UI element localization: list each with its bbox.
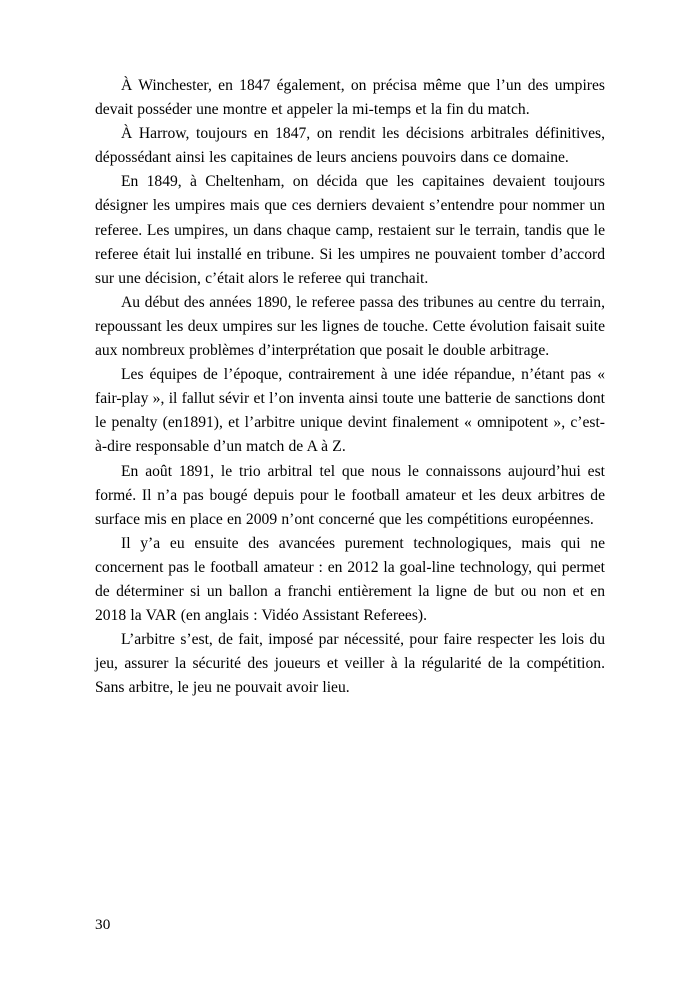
paragraph: En 1849, à Cheltenham, on décida que les capitaines devaient toujours désigner les umpires mais que ces derniers devaient s’entendre pour nommer un referee. Les umpires, un dans chaque camp, restaient sur le terrain, tandis que le referee était lui installé en tribune. Si les umpires ne pouvaient tomber d’accord sur une décision, c’était alors le referee qui tranchait. bbox=[95, 173, 605, 287]
page-number: 30 bbox=[95, 916, 111, 933]
paragraph: Les équipes de l’époque, contrairement à une idée répandue, n’étant pas « fair-play », il fallut sévir et l’on inventa ainsi toute une batterie de sanctions dont le penalty (en1891), et l’arbitre unique devint finalement « omnipotent », c’est-à-dire responsable d’un match de A à Z. bbox=[95, 366, 605, 456]
paragraph: Il y’a eu ensuite des avancées purement technologiques, mais qui ne concernent pas le football amateur : en 2012 la goal-line technology, qui permet de déterminer si un ballon a franchi entièrement la ligne de but ou non et en 2018 la VAR (en anglais : Vidéo Assistant Referees). bbox=[95, 534, 605, 625]
paragraph: À Harrow, toujours en 1847, on rendit les décisions arbitrales définitives, dépossédant ainsi les capitaines de leurs anciens pouvoirs dans ce domaine. bbox=[95, 125, 605, 167]
paragraph: L’arbitre s’est, de fait, imposé par nécessité, pour faire respecter les lois du jeu, assurer la sécurité des joueurs et veiller à la régularité de la compétition. Sans arbitre, le jeu ne pouvait avoir lieu. bbox=[95, 631, 605, 697]
paragraph: À Winchester, en 1847 également, on précisa même que l’un des umpires devait posséder une montre et appeler la mi-temps et la fin du match. bbox=[95, 77, 605, 119]
paragraph: Au début des années 1890, le referee passa des tribunes au centre du terrain, repoussant les deux umpires sur les lignes de touche. Cette évolution faisait suite aux nombreux problèmes d’interprétation que posait le double arbitrage. bbox=[95, 293, 605, 360]
paragraph: En août 1891, le trio arbitral tel que nous le connaissons aujourd’hui est formé. Il n’a pas bougé depuis pour le football amateur et les deux arbitres de surface mis en place en 2009 n’ont concerné que les compétitions européennes. bbox=[95, 462, 605, 528]
body-text-block bbox=[95, 74, 605, 700]
